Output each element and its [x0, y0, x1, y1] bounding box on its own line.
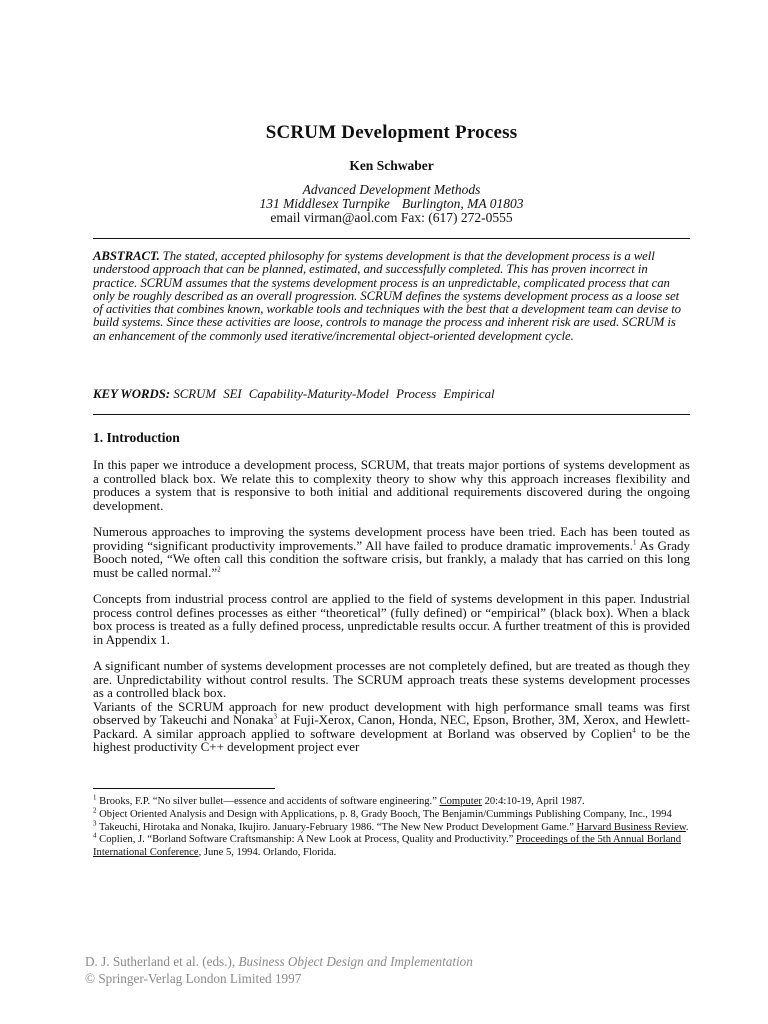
- affiliation-org: Advanced Development Methods: [302, 182, 481, 197]
- address-city: Burlington, MA 01803: [401, 196, 524, 211]
- keywords-label: KEY WORDS:: [93, 387, 171, 401]
- footnote-ref: 1: [632, 538, 637, 547]
- keywords: [93, 387, 690, 402]
- abstract-text: The stated, accepted philosophy for systems development is that the development process is a well understood approach that can be planned, estimated, and successfully completed. This has proven incorrect in practice. SCRUM assumes that the systems development process is an unpredictable, complicated process that can only be roughly described as an overall progression. SCRUM defines the systems development process as a loose set of activities that combines known, workable tools and techniques with the best that a development team can devise to build systems. Since these activities are loose, controls to manage the process and inherent risk are used. SCRUM is an enhancement of the commonly used iterative/incremental object-oriented development cycle.: [93, 249, 681, 343]
- paragraph: Numerous approaches to improving the systems development process have been tried. Each has been touted as providing “significant productivity improvements.” All have failed to produce dramatic improvements.$^1$ As Grady Booch noted, “We often call this condition the software crisis, but frankly, a malady that has carried on this long must be called normal.”$^2$: [93, 524, 691, 580]
- top-divider: [93, 238, 690, 239]
- footnote-divider: [93, 788, 275, 789]
- book-title: Business Object Design and Implementation: [238, 954, 473, 969]
- footnote-source: Proceedings of the 5th Annual Borland International Conference: [93, 834, 682, 859]
- contact-line: email virman@aol.com Fax: (617) 272-0555: [270, 210, 513, 225]
- keyword: Empirical: [443, 387, 495, 401]
- affiliation-address: [93, 197, 690, 211]
- abstract: [93, 250, 690, 343]
- footnote-ref: 4: [632, 726, 636, 735]
- footnote: $^4$ Coplien, J. “Borland Software Craftsmanship: A New Look at Process, Quality and Productivity.” Proceedings of the 5th Annual Borland International Conference, June 5, 1994. Orlando, Florida.: [93, 831, 682, 859]
- footnote: $^1$ Brooks, F.P. “No silver bullet—essence and accidents of software engineering.” Computer 20:4:10-19, April 1987.: [93, 793, 585, 807]
- footnote-source: Computer: [439, 796, 482, 807]
- footnotes: [93, 793, 690, 860]
- footnote-source: Harvard Business Review: [576, 821, 686, 833]
- paragraph: A significant number of systems development processes are not completely defined, but are treated as though they are. Unpredictability without control results. The SCRUM approach treats these systems development processes as a controlled black box.: [93, 658, 690, 700]
- author-name: Ken Schwaber: [349, 158, 434, 173]
- body-text: [93, 458, 690, 767]
- paragraph: In this paper we introduce a development process, SCRUM, that treats major portions of systems development as a controlled black box. We relate this to complexity theory to show why this approach increases flexibility and produces a system that is responsive to both initial and additional requirements discovered during the ongoing development.: [93, 457, 690, 513]
- bottom-divider: [93, 414, 690, 415]
- keyword: SCRUM: [173, 387, 217, 401]
- paragraph: Variants of the SCRUM approach for new product development with high performance small teams was first observed by Takeuchi and Nonaka$^3$ at Fuji-Xerox, Canon, Honda, NEC, Epson, Brother, 3M, Xerox, and Hewlett-Packard. A similar approach applied to software development at Borland was observed by Coplien$^4$ to be the highest productivity C++ development project ever: [93, 698, 691, 754]
- credit-line-1: D. J. Sutherland et al. (eds.), Business Object Design and Implementation: [85, 954, 473, 969]
- address-street: 131 Middlesex Turnpike: [259, 196, 390, 211]
- footnote: $^2$ Object Oriented Analysis and Design with Applications, p. 8, Grady Booch, The Benjamin/Cummings Publishing Company, Inc., 1994: [93, 806, 672, 820]
- keyword: Process: [396, 387, 437, 401]
- publisher-credit: [85, 953, 473, 987]
- credit-line-2: © Springer-Verlag London Limited 1997: [85, 971, 302, 986]
- footnote-ref: 3: [273, 712, 277, 721]
- keyword: Capability-Maturity-Model: [248, 387, 389, 401]
- section-heading: 1. Introduction: [93, 430, 180, 445]
- paragraph: Concepts from industrial process control are applied to the field of systems development in this paper. Industrial process control defines processes as either “theoretical” (fully defined) or “empirical” (black box). When a black box process is treated as a fully defined process, unpredictable results occur. A further treatment of this is provided in Appendix 1.: [93, 591, 690, 647]
- footnote-ref: 2: [217, 565, 221, 574]
- abstract-label: ABSTRACT.: [93, 249, 160, 263]
- keyword: SEI: [223, 387, 242, 401]
- affiliation-block: [93, 183, 690, 225]
- footnote: $^3$ Takeuchi, Hirotaka and Nonaka, Ikujiro. January-February 1986. “The New New Product Development Game.” Harvard Business Review.: [93, 819, 689, 833]
- paper-title: SCRUM Development Process: [265, 122, 518, 143]
